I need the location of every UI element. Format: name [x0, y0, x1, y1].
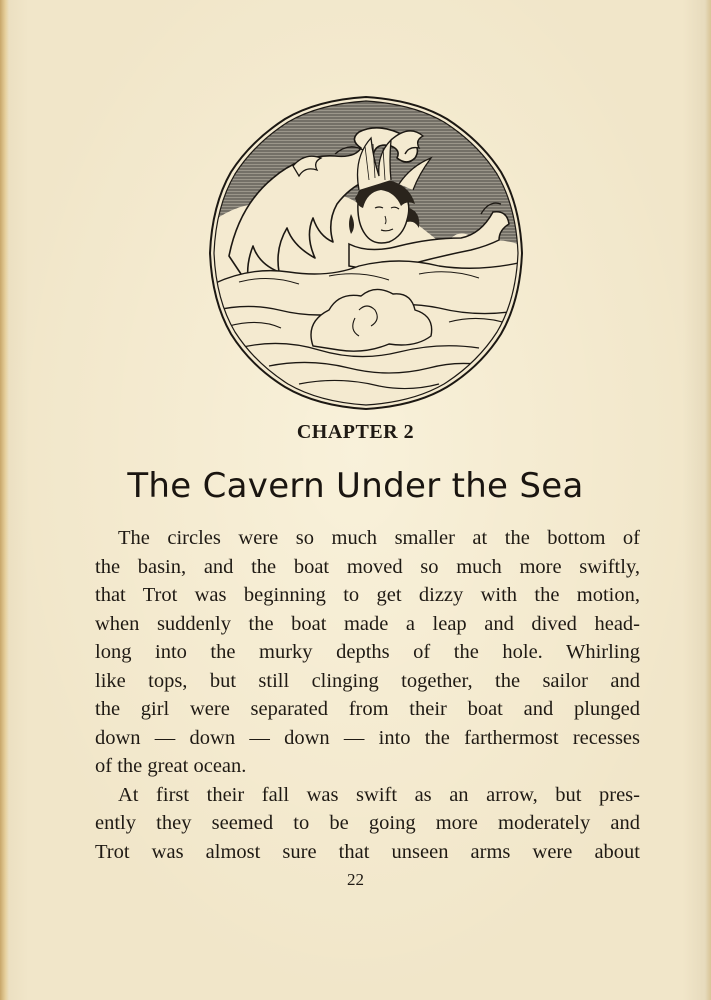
text-line: ently they seemed to be going more moderately and [95, 812, 640, 834]
text-line: Trot was almost sure that unseen arms were about [95, 840, 640, 863]
page-number: 22 [347, 870, 364, 889]
text-line: the girl were separated from their boat and plunged [95, 698, 640, 720]
sea-fairy-waves-illustration [209, 96, 523, 410]
paragraph [95, 781, 640, 867]
text-line: The circles were so much smaller at the bottom of [118, 527, 640, 549]
chapter-body-text [95, 524, 640, 866]
text-line: the basin, and the boat moved so much more swiftly, [95, 555, 640, 578]
text-line: long into the murky depths of the hole. Whirling [95, 641, 640, 663]
chapter-title: The Cavern Under the Sea [127, 466, 584, 506]
text-line: At first their fall was swift as an arrow, but pres- [118, 783, 640, 806]
text-line: down — down — down — into the farthermost recesses [95, 726, 640, 749]
paragraph [95, 524, 640, 781]
text-line: that Trot was beginning to get dizzy with the motion, [95, 584, 640, 606]
text-line: when suddenly the boat made a leap and dived head- [95, 612, 640, 635]
text-line: like tops, but still clinging together, the sailor and [95, 669, 640, 692]
chapter-number: CHAPTER 2 [296, 421, 415, 443]
text-line: of the great ocean. [95, 755, 247, 777]
